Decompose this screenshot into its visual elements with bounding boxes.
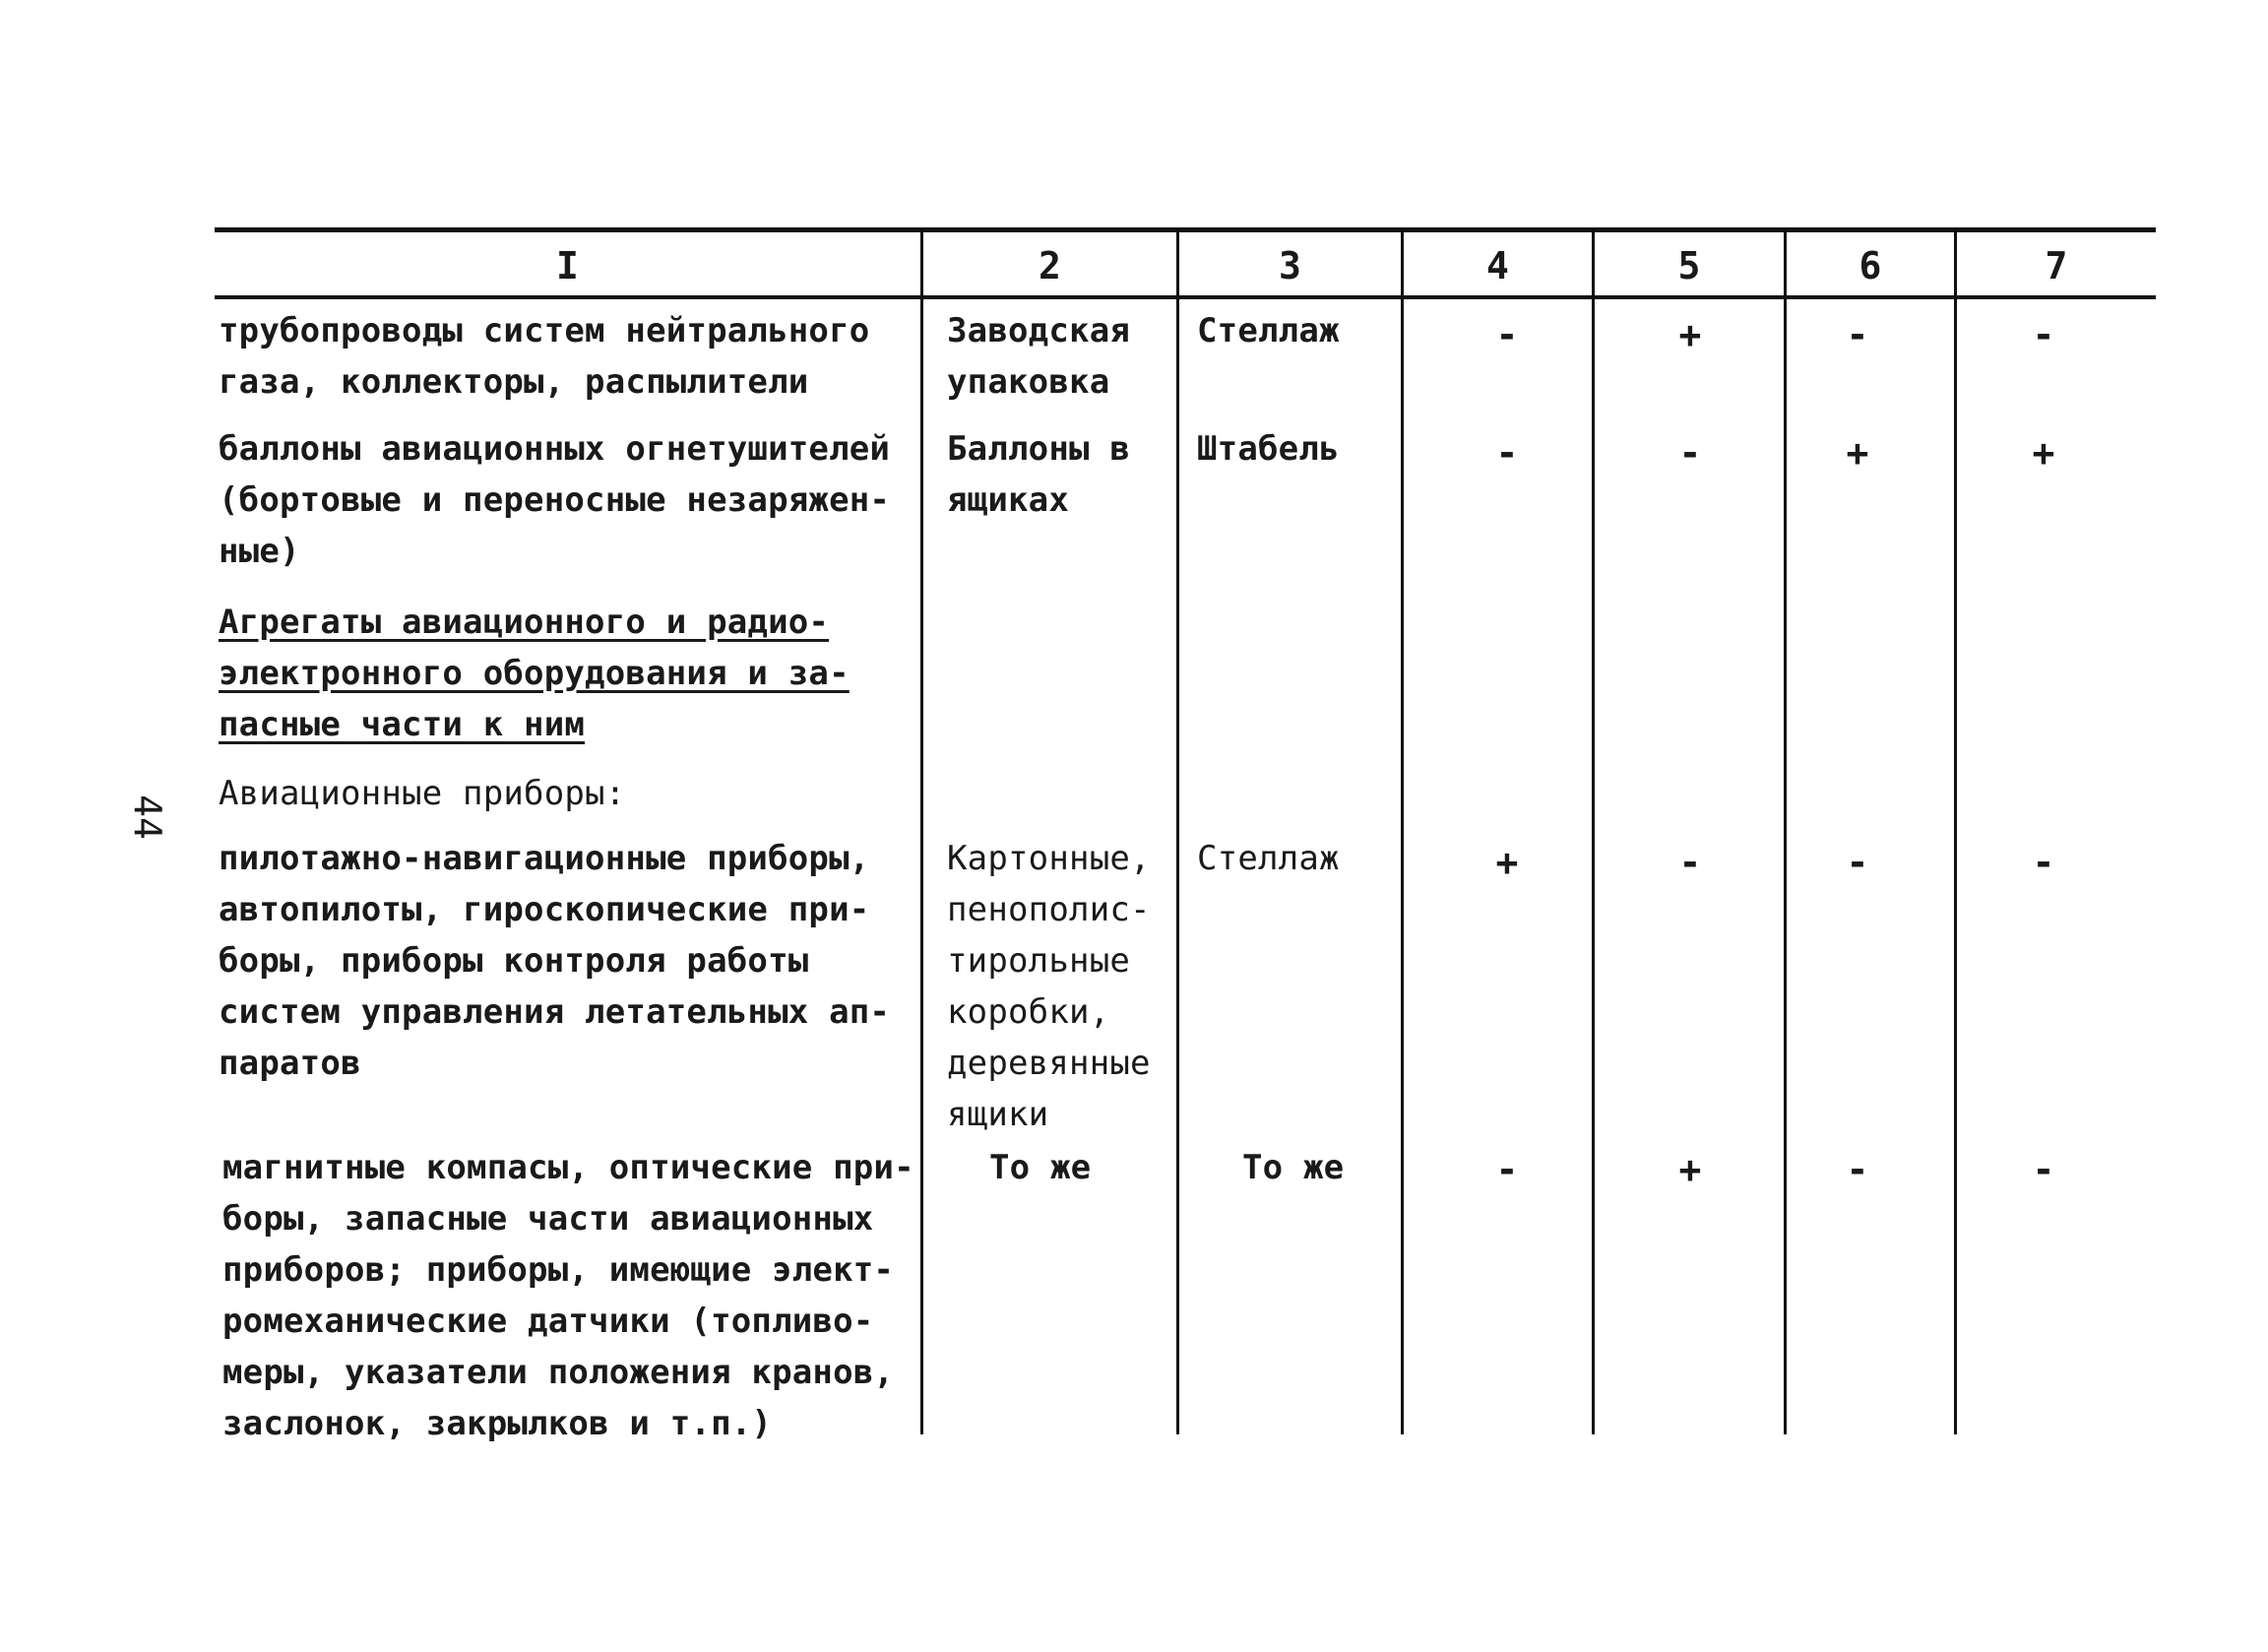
text-line: автопилоты, гироскопические при- xyxy=(219,890,870,929)
table-top-rule xyxy=(215,227,2156,232)
row-1-col-5-mark: + xyxy=(1678,313,1702,356)
column-header-5: 5 xyxy=(1677,244,1701,287)
row-3-description xyxy=(219,833,890,1089)
text-line: То же xyxy=(1242,1148,1345,1187)
column-divider xyxy=(920,227,923,1434)
text-line: Заводская xyxy=(947,311,1131,350)
row-3-packaging xyxy=(947,833,1151,1140)
text-line: боры, запасные части авиационных xyxy=(222,1199,874,1239)
row-3-col-4-mark: + xyxy=(1495,841,1519,884)
row-2-description xyxy=(219,423,890,577)
row-4-col-4-mark: - xyxy=(1495,1148,1519,1191)
row-3-col-6-mark: - xyxy=(1846,841,1869,884)
text-line: (бортовые и переносные незаряжен- xyxy=(219,480,891,520)
text-line: пасные части к ним xyxy=(219,705,586,744)
row-1-packaging xyxy=(947,305,1130,408)
text-line: Стеллаж xyxy=(1197,839,1340,878)
row-4-col-6-mark: - xyxy=(1846,1148,1869,1191)
row-4-description xyxy=(222,1142,914,1449)
text-line: систем управления летательных ап- xyxy=(219,992,891,1032)
text-line: Картонные, xyxy=(947,839,1151,878)
text-line: деревянные xyxy=(947,1044,1151,1083)
column-header-6: 6 xyxy=(1858,244,1882,287)
text-line: ромеханические датчики (топливо- xyxy=(222,1302,874,1341)
text-line: тирольные xyxy=(947,941,1131,981)
column-divider xyxy=(1784,227,1787,1434)
text-line: ные) xyxy=(219,532,300,571)
row-1-description xyxy=(219,305,869,408)
row-1-col-4-mark: - xyxy=(1495,313,1519,356)
row-1-col-7-mark: - xyxy=(2032,313,2055,356)
row-4-packaging xyxy=(989,1142,1091,1193)
table-header-rule xyxy=(215,295,2156,299)
text-line: паратов xyxy=(219,1044,361,1083)
section-heading xyxy=(219,597,850,750)
page-number: 44 xyxy=(126,794,169,840)
text-line: приборов; приборы, имеющие элект- xyxy=(222,1250,895,1290)
row-2-col-4-mark: - xyxy=(1495,431,1519,475)
text-line: трубопроводы систем нейтрального xyxy=(219,311,870,350)
text-line: Штабель xyxy=(1197,429,1340,469)
row-1-col-6-mark: - xyxy=(1846,313,1869,356)
text-line: магнитные компасы, оптические при- xyxy=(222,1148,914,1187)
column-divider xyxy=(1592,227,1595,1434)
text-line: заслонок, закрылков и т.п.) xyxy=(222,1404,773,1443)
text-line: пилотажно-навигационные приборы, xyxy=(219,839,870,878)
column-divider xyxy=(1176,227,1179,1434)
column-header-2: 2 xyxy=(1039,244,1061,287)
row-2-packaging xyxy=(947,423,1130,526)
column-header-4: 4 xyxy=(1486,244,1509,287)
row-2-col-5-mark: - xyxy=(1678,431,1702,475)
column-header-7: 7 xyxy=(2045,244,2068,287)
text-line: электронного оборудования и за- xyxy=(219,654,850,693)
row-4-col-7-mark: - xyxy=(2032,1148,2055,1191)
row-2-col-7-mark: + xyxy=(2032,431,2055,475)
text-line: меры, указатели положения кранов, xyxy=(222,1353,895,1392)
row-3-storage xyxy=(1197,833,1340,884)
row-3-col-5-mark: - xyxy=(1678,841,1702,884)
text-line: Баллоны в xyxy=(947,429,1131,469)
row-4-col-5-mark: + xyxy=(1678,1148,1702,1191)
text-line: ящиках xyxy=(947,480,1070,520)
text-line: Авиационные приборы: xyxy=(219,774,626,813)
text-line: боры, приборы контроля работы xyxy=(219,941,809,981)
text-line: газа, коллекторы, распылители xyxy=(219,362,809,402)
row-1-storage xyxy=(1197,305,1340,356)
text-line: Агрегаты авиационного и радио- xyxy=(219,603,830,642)
column-header-1: I xyxy=(556,244,579,287)
row-2-col-6-mark: + xyxy=(1846,431,1869,475)
text-line: пенополис- xyxy=(947,890,1151,929)
subsection-heading xyxy=(219,768,625,819)
column-header-3: 3 xyxy=(1279,244,1301,287)
row-4-storage xyxy=(1242,1142,1344,1193)
column-divider xyxy=(1401,227,1404,1434)
row-3-col-7-mark: - xyxy=(2032,841,2055,884)
text-line: То же xyxy=(989,1148,1092,1187)
text-line: упаковка xyxy=(947,362,1110,402)
text-line: баллоны авиационных огнетушителей xyxy=(219,429,891,469)
text-line: Стеллаж xyxy=(1197,311,1340,350)
text-line: коробки, xyxy=(947,992,1110,1032)
row-2-storage xyxy=(1197,423,1340,475)
text-line: ящики xyxy=(947,1095,1049,1134)
column-divider xyxy=(1954,227,1957,1434)
